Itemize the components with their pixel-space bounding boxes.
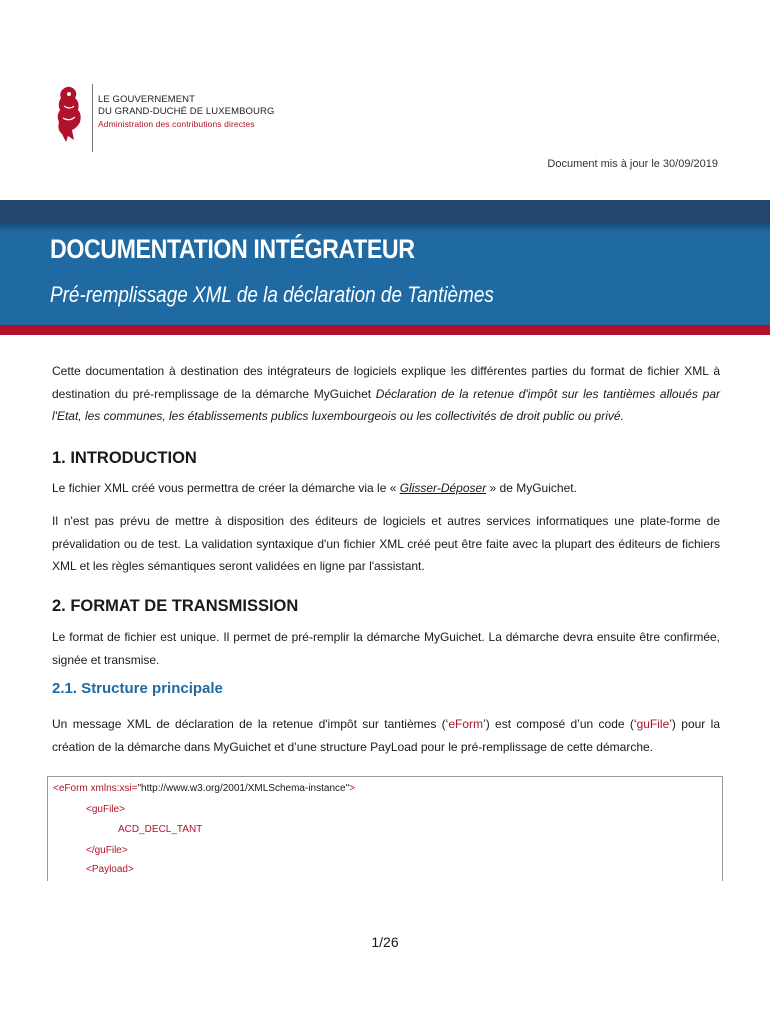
- section-structure: [52, 680, 720, 697]
- code-value: "http://www.w3.org/2001/XMLSchema-instance": [137, 783, 350, 794]
- section-heading-introduction: 1. INTRODUCTION: [52, 449, 197, 467]
- banner-top-stripe: [0, 200, 770, 224]
- code-line-5: <Payload>: [86, 864, 134, 875]
- keyword-gufile: guFile: [636, 717, 670, 731]
- validation-paragraph: Il n'est pas prévu de mettre à disposition des éditeurs de logiciels et autres services informatiques une plate-forme de prévalidation ou de test. La validation syntaxique d'un fichier XML créé peut être faite avec la plupart des éditeurs de fichiers XML et les règles sémantiques seront validées en ligne par l'assistant.: [52, 514, 720, 573]
- validation-block: [52, 510, 720, 578]
- code-line-1: [53, 783, 355, 794]
- text: Un message XML de déclaration de la retenue d'impôt sur tantièmes (‘: [52, 717, 449, 731]
- red-lion-icon: [54, 84, 84, 144]
- document-title: DOCUMENTATION INTÉGRATEUR: [50, 234, 415, 264]
- logo-divider: [92, 84, 93, 152]
- title-banner: [0, 200, 770, 335]
- banner-shadow: [0, 224, 770, 232]
- section-structure-body: [52, 713, 720, 759]
- banner-red-stripe: [0, 325, 770, 335]
- org-line-3: Administration des contributions directes: [98, 119, 255, 129]
- document-date: Document mis à jour le 30/09/2019: [547, 158, 718, 170]
- text: ’) pour la création de la démarche dans MyGuichet et d’une structure PayLoad pour le pré-remplissage de cette démarche.: [52, 717, 721, 754]
- section-format-body: [52, 626, 720, 671]
- government-logo: [54, 84, 314, 154]
- text: ’) est composé d’un code (‘: [483, 717, 637, 731]
- format-paragraph: Le format de fichier est unique. Il permet de pré-remplir la démarche MyGuichet. La démarche devra ensuite être confirmée, signée et transmise.: [52, 630, 720, 667]
- intro-italic-text: Déclaration de la retenue d'impôt sur les tantièmes alloués par l'Etat, les communes, les établissements publics luxembourgeois ou les collectivités de droit public ou privé.: [52, 386, 720, 423]
- code-line-2: <guFile>: [86, 804, 125, 815]
- code-attr: xmlns:xsi=: [90, 783, 138, 794]
- intro-paragraph: [52, 360, 720, 428]
- section-heading-structure: 2.1. Structure principale: [52, 680, 223, 697]
- section-format: [52, 597, 720, 616]
- glisser-deposer-link[interactable]: Glisser-Déposer: [399, 481, 487, 495]
- keyword-eform: eForm: [448, 717, 484, 731]
- section-introduction-body: [52, 477, 720, 500]
- section-heading-format: 2. FORMAT DE TRANSMISSION: [52, 597, 299, 615]
- structure-paragraph: [52, 713, 720, 759]
- code-tag: >: [349, 783, 355, 794]
- intro-text: Cette documentation à destination des intégrateurs de logiciels explique les différentes parties du format de fichier XML à destination du pré-remplissage de la démarche MyGuichet: [52, 364, 720, 401]
- code-tag: <eForm: [53, 783, 91, 794]
- logo-text: [98, 94, 274, 130]
- page-number: 1/26: [371, 934, 399, 950]
- document-subtitle: Pré-remplissage XML de la déclaration de Tantièmes: [50, 282, 494, 307]
- code-line-3: ACD_DECL_TANT: [118, 824, 203, 835]
- text: Le fichier XML créé vous permettra de créer la démarche via le «: [52, 481, 400, 495]
- section-introduction: [52, 449, 720, 468]
- code-line-4: </guFile>: [86, 845, 128, 856]
- intro-section: [52, 360, 720, 428]
- org-line-1: LE GOUVERNEMENT: [98, 94, 196, 105]
- text: » de MyGuichet.: [486, 481, 577, 495]
- org-line-2: DU GRAND-DUCHÉ DE LUXEMBOURG: [98, 106, 275, 117]
- glisser-paragraph: [52, 477, 720, 500]
- xml-code-sample: [47, 776, 723, 881]
